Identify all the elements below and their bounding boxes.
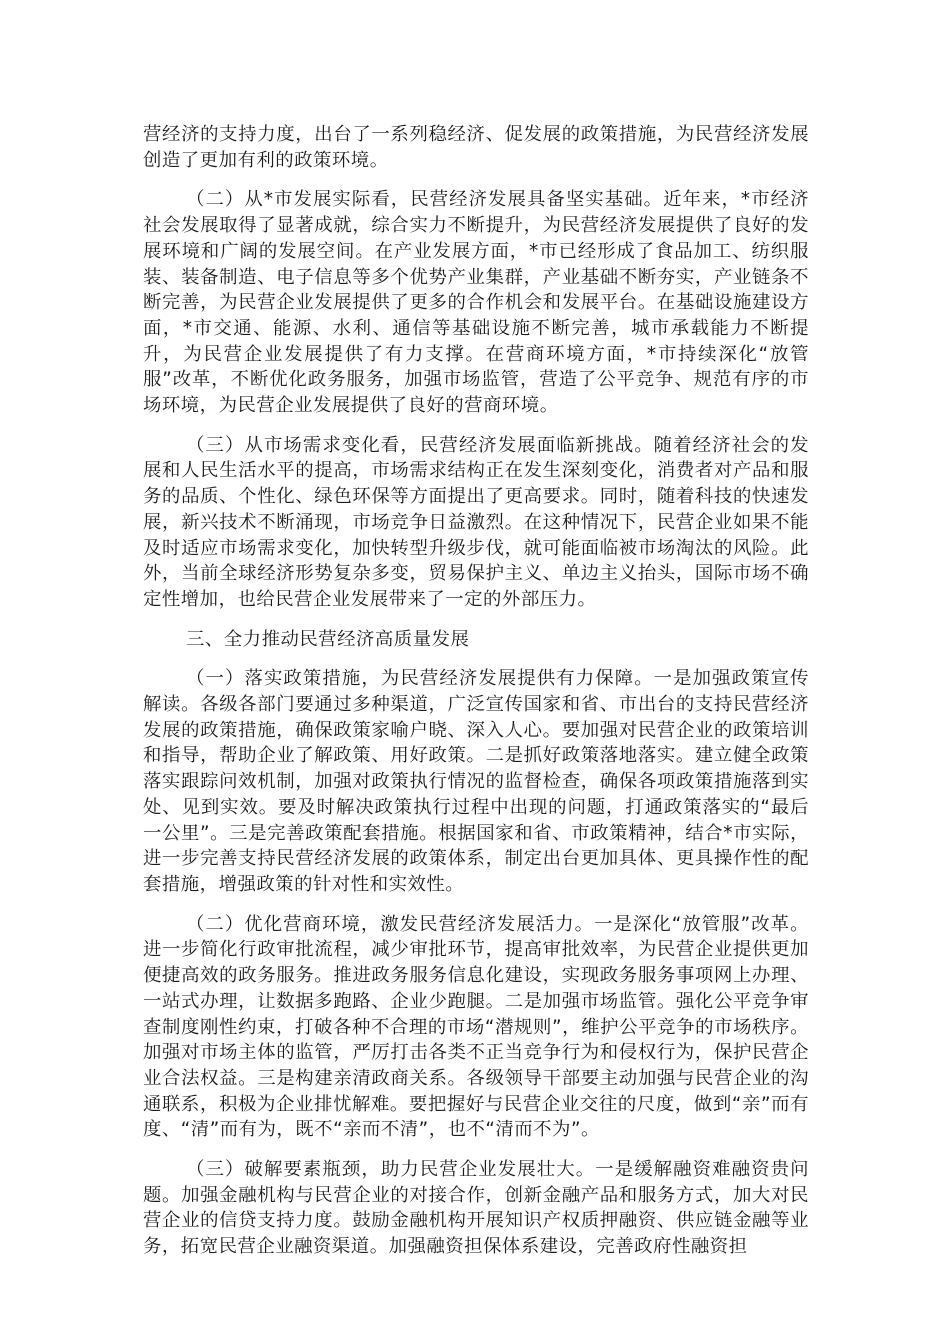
paragraph-section-2-item-2: （二）从*市发展实际看，民营经济发展具备坚实基础。近年来，*市经济社会发展取得了显著成就，综合实力不断提升，为民营经济发展提供了良好的发展环境和广阔的发展空间。在产业发展方面，*市已经形成了食品加工、纺织服装、装备制造、电子信息等多个优势产业集群，产业基础不断夯实，产业链条不断完善，为民营企业发展提供了更多的合作机会和发展平台。在基础设施建设方面，*市交通、能源、水利、通信等基础设施不断完善，城市承载能力不断提升，为民营企业发展提供了有力支撑。在营商环境方面，*市持续深化“放管服”改革，不断优化政务服务，加强市场监管，营造了公平竞争、规范有序的市场环境，为民营企业发展提供了良好的营商环境。 — [143, 189, 809, 417]
paragraph-continued: 营经济的支持力度，出台了一系列稳经济、促发展的政策措施，为民营经济发展创造了更加有利的政策环境。 — [143, 124, 809, 171]
paragraph-section-3-item-2: （二）优化营商环境，激发民营经济发展活力。一是深化“放管服”改革。进一步简化行政审批流程，减少审批环节，提高审批效率，为民营企业提供更加便捷高效的政务服务。推进政务服务信息化建设，实现政务服务事项网上办理、一站式办理，让数据多跑路、企业少跑腿。二是加强市场监管。强化公平竞争审查制度刚性约束，打破各种不合理的市场“潜规则”，维护公平竞争的市场秩序。加强对市场主体的监管，严厉打击各类不正当竞争行为和侵权行为，保护民营企业合法权益。三是构建亲清政商关系。各级领导干部要主动加强与民营企业的沟通联系，积极为企业排忧解难。要把握好与民营企业交往的尺度，做到“亲”而有度、“清”而有为，既不“亲而不清”，也不“清而不为”。 — [143, 913, 809, 1141]
document-page — [143, 122, 809, 1274]
paragraph-section-3-item-1: （一）落实政策措施，为民营经济发展提供有力保障。一是加强政策宣传解读。各级各部门要通过多种渠道，广泛宣传国家和省、市出台的支持民营经济发展的政策措施，确保政策家喻户晓、深入人心。要加强对民营企业的政策培训和指导，帮助企业了解政策、用好政策。二是抓好政策落地落实。建立健全政策落实跟踪问效机制，加强对政策执行情况的监督检查，确保各项政策措施落到实处、见到实效。要及时解决政策执行过程中出现的问题，打通政策落实的“最后一公里”。三是完善政策配套措施。根据国家和省、市政策精神，结合*市实际，进一步完善支持民营经济发展的政策体系，制定出台更加具体、更具操作性的配套措施，增强政策的针对性和实效性。 — [143, 668, 809, 895]
paragraph-section-2-item-3: （三）从市场需求变化看，民营经济发展面临新挑战。随着经济社会的发展和人民生活水平的提高，市场需求结构正在发生深刻变化，消费者对产品和服务的品质、个性化、绿色环保等方面提出了更高要求。同时，随着科技的快速发展，新兴技术不断涌现，市场竞争日益激烈。在这种情况下，民营企业如果不能及时适应市场需求变化，加快转型升级步伐，就可能面临被市场淘汰的风险。此外，当前全球经济形势复杂多变，贸易保护主义、单边主义抬头，国际市场不确定性增加，也给民营企业发展带来了一定的外部压力。 — [143, 434, 809, 610]
paragraph-section-3-item-3: （三）破解要素瓶颈，助力民营企业发展壮大。一是缓解融资难融资贵问题。加强金融机构与民营企业的对接合作，创新金融产品和服务方式，加大对民营企业的信贷支持力度。鼓励金融机构开展知识产权质押融资、供应链金融等业务，拓宽民营企业融资渠道。加强融资担保体系建设，完善政府性融资担 — [143, 1159, 809, 1258]
section-heading-3: 三、全力推动民营经济高质量发展 — [186, 628, 470, 650]
